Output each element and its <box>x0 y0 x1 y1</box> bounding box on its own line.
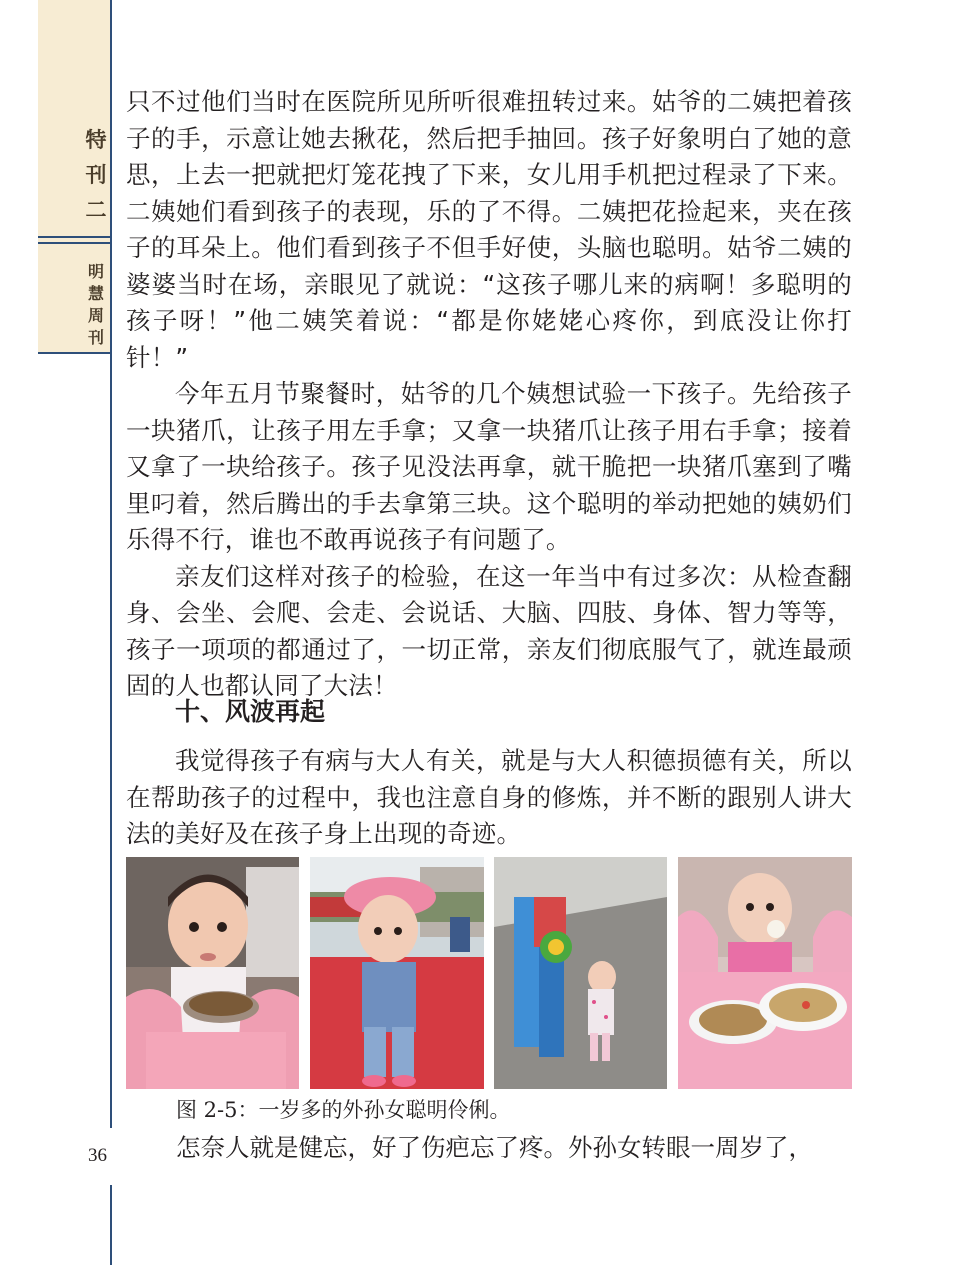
article-body <box>126 84 852 705</box>
page-number: 36 <box>88 1145 107 1166</box>
photo-child-playground <box>494 857 667 1089</box>
section-heading: 十、风波再起 <box>175 697 326 726</box>
section-label: 特 刊 二 <box>85 127 107 222</box>
photo-child-highchair <box>678 857 852 1089</box>
photo-child-eating <box>126 857 299 1089</box>
paragraph: 只不过他们当时在医院所见所听很难扭转过来。姑爷的二姨把着孩子的手，示意让她去揪花，然后把手抽回。孩子好象明白了她的意思，上去一把就把灯笼花拽了下来，女儿用手机把过程录了下来。二姨她们看到孩子的表现，乐的了不得。二姨把花捡起来，夹在孩子的耳朵上。他们看到孩子不但手好使，头脑也聪明。姑爷二姨的婆婆当时在场，亲眼见了就说：“这孩子哪儿来的病啊！多聪明的孩子呀！”他二姨笑着说：“都是你姥姥心疼你，到底没让你打针！” <box>126 87 852 372</box>
sidebar-divider <box>38 242 111 244</box>
photo-child-standing <box>310 857 484 1089</box>
sidebar-divider <box>38 236 111 238</box>
figure-caption: 图 2-5：一岁多的外孙女聪明伶俐。 <box>176 1098 511 1122</box>
margin-rule <box>110 1185 112 1265</box>
paragraph: 怎奈人就是健忘，好了伤疤忘了疼。外孙女转眼一周岁了， <box>176 1133 813 1162</box>
article-body-2 <box>126 743 852 853</box>
sidebar-divider <box>38 352 111 354</box>
publication-label: 明 慧 周 刊 <box>87 262 104 347</box>
paragraph: 我觉得孩子有病与大人有关，就是与大人积德损德有关，所以在帮助孩子的过程中，我也注意自身的修炼，并不断的跟别人讲大法的美好及在孩子身上出现的奇迹。 <box>126 746 852 848</box>
paragraph: 亲友们这样对孩子的检验，在这一年当中有过多次：从检查翻身、会坐、会爬、会走、会说话、大脑、四肢、身体、智力等等，孩子一项项的都通过了，一切正常，亲友们彻底服气了，就连最顽固的人也都认同了大法！ <box>126 561 852 700</box>
paragraph: 今年五月节聚餐时，姑爷的几个姨想试验一下孩子。先给孩子一块猪爪，让孩子用左手拿；又拿一块猪爪让孩子用右手拿；接着又拿了一块给孩子。孩子见没法再拿，就干脆把一块猪爪塞到了嘴里叼着，然后腾出的手去拿第三块。这个聪明的举动把她的姨奶们乐得不行，谁也不敢再说孩子有问题了。 <box>126 379 852 554</box>
